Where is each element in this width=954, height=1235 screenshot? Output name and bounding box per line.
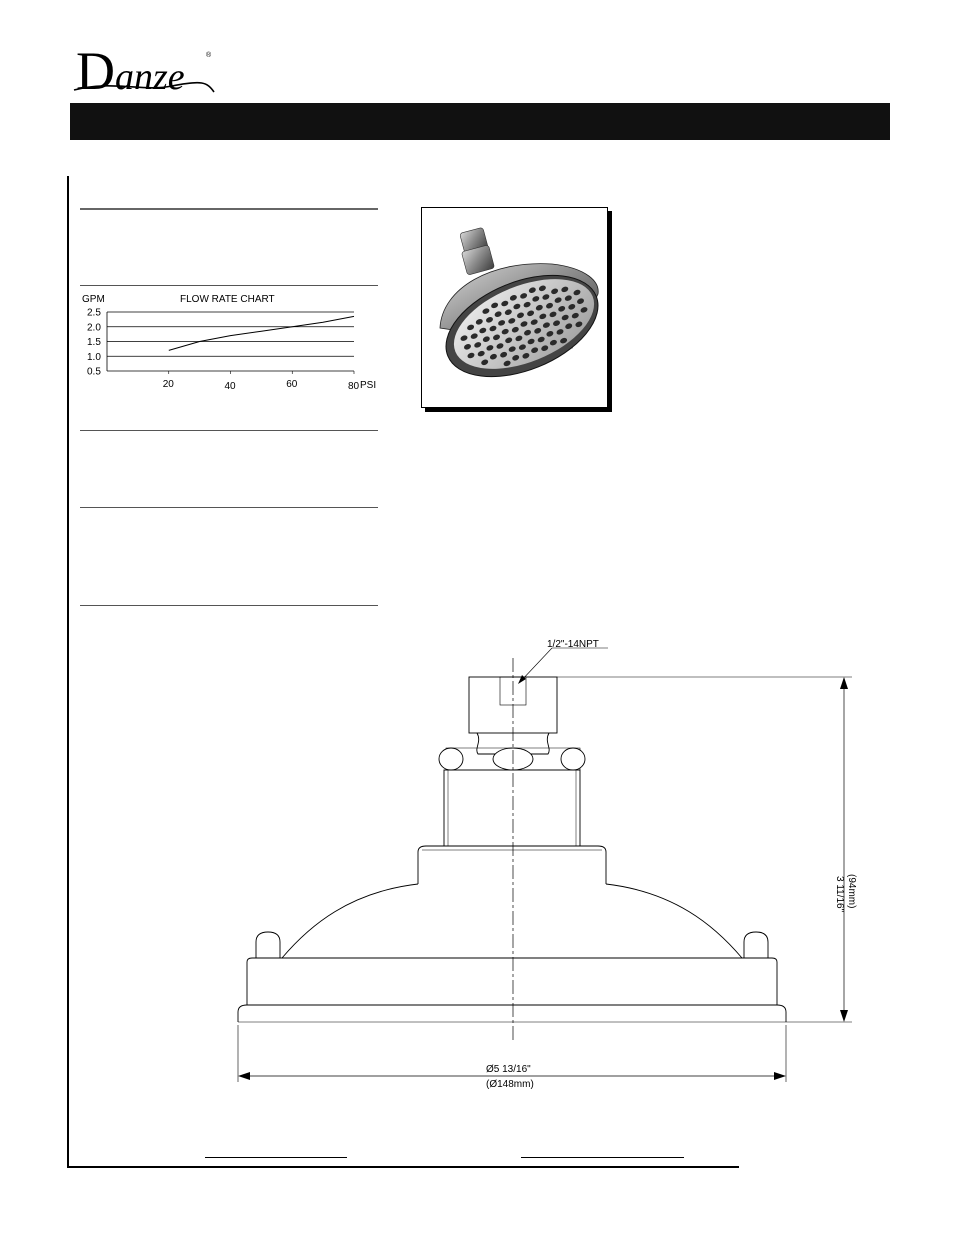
chart-x-tick-label: 80 xyxy=(348,381,360,392)
chart-ylabel: GPM xyxy=(82,294,105,305)
header-bar xyxy=(70,103,890,140)
diameter-inches-label: Ø5 13/16" xyxy=(486,1064,531,1075)
chart-x-tick-label: 40 xyxy=(224,381,236,392)
chart-y-tick-label: 2.0 xyxy=(87,322,101,334)
brand-logo xyxy=(72,38,222,101)
chart-y-tick-label: 1.0 xyxy=(87,351,101,363)
section-rule-5 xyxy=(80,605,378,606)
chart-y-tick-label: 2.5 xyxy=(87,307,101,319)
logo-wordmark: Danze xyxy=(76,41,185,101)
showerhead-photo xyxy=(422,208,607,407)
registered-mark: ® xyxy=(206,52,212,59)
section-rule-3 xyxy=(80,430,378,431)
flow-rate-chart xyxy=(80,288,380,398)
signature-line-right xyxy=(521,1157,684,1158)
chart-title: FLOW RATE CHART xyxy=(180,294,275,305)
chart-x-tick-label: 60 xyxy=(286,379,298,390)
bottom-border-rule xyxy=(67,1166,739,1168)
chart-y-tick-label: 1.5 xyxy=(87,337,101,348)
logo-swoosh xyxy=(72,78,222,98)
chart-y-tick-label: 0.5 xyxy=(87,366,101,378)
height-mm-label: (94mm) xyxy=(846,874,857,909)
chart-x-tick-label: 20 xyxy=(162,379,174,390)
left-border-rule xyxy=(67,176,69,1168)
section-rule-2 xyxy=(80,285,378,286)
chart-xlabel: PSI xyxy=(360,380,377,391)
section-rule-1 xyxy=(80,208,378,210)
diameter-mm-label: (Ø148mm) xyxy=(486,1079,534,1090)
thread-spec-label: 1/2"-14NPT xyxy=(547,639,599,650)
technical-drawing xyxy=(230,630,870,1100)
height-inches-label: 3 11/16" xyxy=(834,876,845,913)
signature-line-left xyxy=(205,1157,347,1158)
chart-series-line xyxy=(169,316,354,350)
product-photo-frame xyxy=(421,207,608,408)
section-rule-4 xyxy=(80,507,378,508)
